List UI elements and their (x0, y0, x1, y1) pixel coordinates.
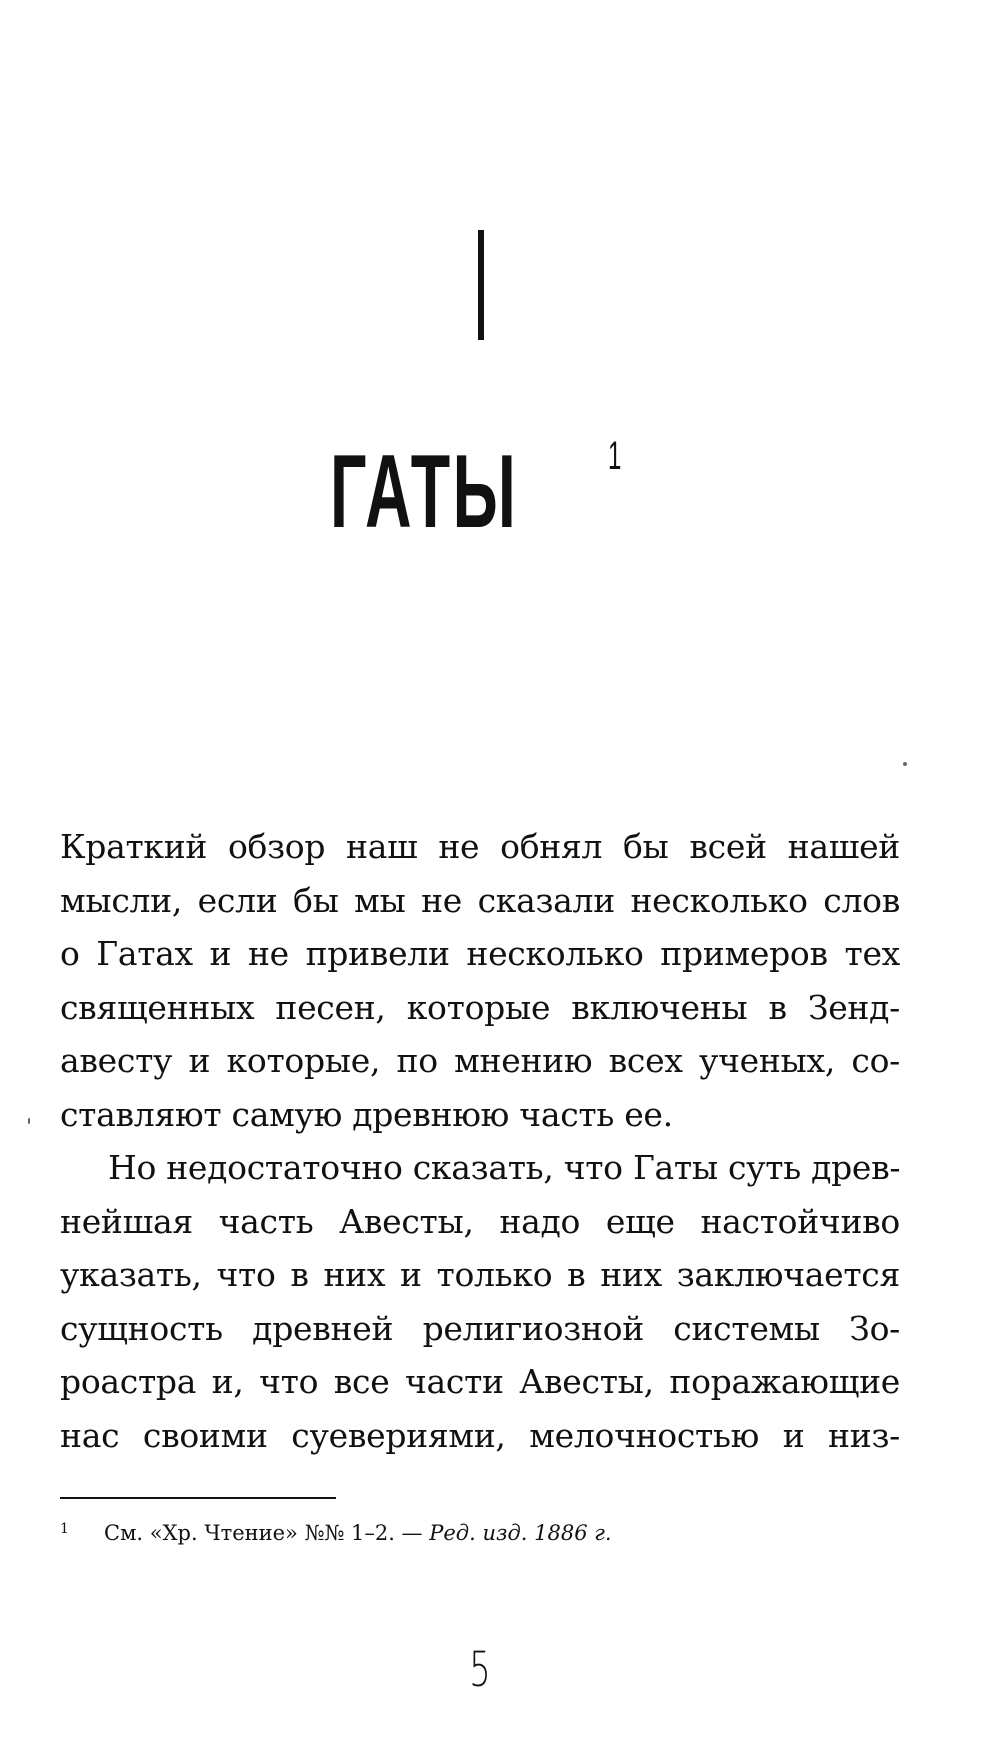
body-line: Краткий обзор наш не обнял бы всей нашей (60, 827, 900, 866)
body-line: нейшая часть Авесты, надо еще настойчиво (60, 1201, 900, 1241)
body-text (60, 820, 900, 1462)
chapter-numeral (478, 230, 484, 340)
body-line: нас своими суевериями, мелочностью и низ- (60, 1415, 900, 1455)
body-line: Но недостаточно сказать, что Гаты суть древ- (108, 1148, 901, 1187)
page-number: 5 (469, 1642, 491, 1698)
body-line: авесту и которые, по мнению всех ученых, со- (60, 1041, 900, 1080)
footnote-divider (60, 1497, 336, 1499)
scan-speck (903, 762, 907, 766)
scan-speck (28, 1118, 30, 1124)
footnote-mark: 1 (60, 1521, 69, 1537)
body-line: сущность древней религиозной системы Зо- (60, 1308, 900, 1348)
footnote-text: См. «Хр. Чтение» №№ 1–2. — (104, 1521, 423, 1545)
chapter-title: ГАТЫ (330, 434, 519, 550)
footnote-text-container (104, 1518, 612, 1548)
body-line: священных песен, которые включены в Зенд- (60, 987, 900, 1027)
body-line: ставляют самую древнюю часть ее. (60, 1094, 673, 1134)
body-line: роастра и, что все части Авесты, поражающие (60, 1362, 900, 1401)
chapter-title-block (330, 432, 670, 552)
chapter-title-footnote-ref: 1 (608, 434, 622, 478)
body-line: о Гатах и не привели несколько примеров тех (60, 934, 900, 973)
footnote-editor-note: Ред. изд. 1886 г. (429, 1521, 612, 1545)
body-line: указать, что в них и только в них заключается (60, 1255, 900, 1294)
body-line: мысли, если бы мы не сказали несколько слов (60, 880, 900, 920)
